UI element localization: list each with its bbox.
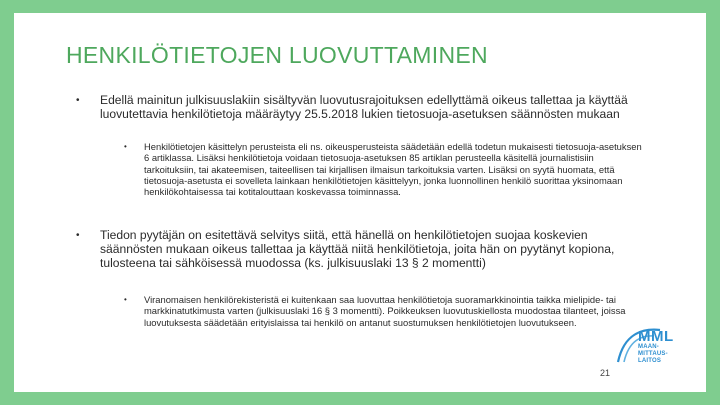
bullet-2 xyxy=(76,228,636,271)
bullet-1-text: Edellä mainitun julkisuuslakiin sisältyvän luovutusrajoituksen edellyttämä oikeus tallettaa ja käyttää luovutettavia henkilötietoja määräytyy 25.5.2018 lukien tietosuoja-asetuksen säännösten mukaan xyxy=(100,93,628,122)
slide xyxy=(14,13,706,392)
bullet-2-sub xyxy=(124,294,644,328)
bullet-2-sub-marker: • xyxy=(124,295,127,304)
bullet-1-sub-marker: • xyxy=(124,142,127,151)
bullet-1-sub-text: Henkilötietojen käsittelyn perusteista eli ns. oikeusperusteista säädetään edellä todetun mukaisesti tietosuoja-asetuksen 6 artiklassa. Lisäksi henkilötietoja voidaan tietosuoja-asetuksen 85 artiklan perusteella käsitellä journalistisiin tarkoituksiin, tai akateemisen, taiteellisen tai kirjallisen ilmaisun tarkoituksia varten. Lisäksi on syytä huomata, että tietosuoja-asetusta ei sovelleta lainkaan henkilötietojen käsittelyyn, jonka luonnollinen henkilö suorittaa yksinomaan henkilökohtaisessa tai kotitalouttaan koskevassa toiminnassa. xyxy=(144,141,642,198)
logo-text xyxy=(638,329,674,365)
logo-line-3: LAITOS xyxy=(638,358,662,364)
bullet-1-marker: • xyxy=(76,95,80,106)
bullet-2-text: Tiedon pyytäjän on esitettävä selvitys siitä, että hänellä on henkilötietojen suojaa koskevien säännösten mukaan oikeus tallettaa ja käyttää niitä henkilötietoja, joita hän on pyytänyt kopiona, tulosteena tai sähköisessä muodossa (ks. julkisuuslaki 13 § 2 momentti) xyxy=(100,228,615,271)
logo-line-1: MAAN- xyxy=(638,344,659,350)
bullet-2-marker: • xyxy=(76,230,80,241)
page-number: 21 xyxy=(600,368,611,378)
bullet-1 xyxy=(76,93,636,121)
bullet-2-sub-text: Viranomaisen henkilörekisteristä ei kuitenkaan saa luovuttaa henkilötietoja suoramarkkinointia taikka mielipide- tai markkinatutkimusta varten (julkisuuslaki 16 § 3 momentti). Poikkeuksen luovutuskiellosta muodostaa tilanteet, joissa luovutuksesta säädetään erityislaissa tai henkilö on antanut suostumuksen henkilötietojen luovutukseen. xyxy=(144,294,626,328)
logo-line-2: MITTAUS- xyxy=(638,351,668,357)
logo-mml: MML xyxy=(638,328,674,345)
bullet-1-sub xyxy=(124,141,644,197)
slide-title: HENKILÖTIETOJEN LUOVUTTAMINEN xyxy=(66,42,488,68)
